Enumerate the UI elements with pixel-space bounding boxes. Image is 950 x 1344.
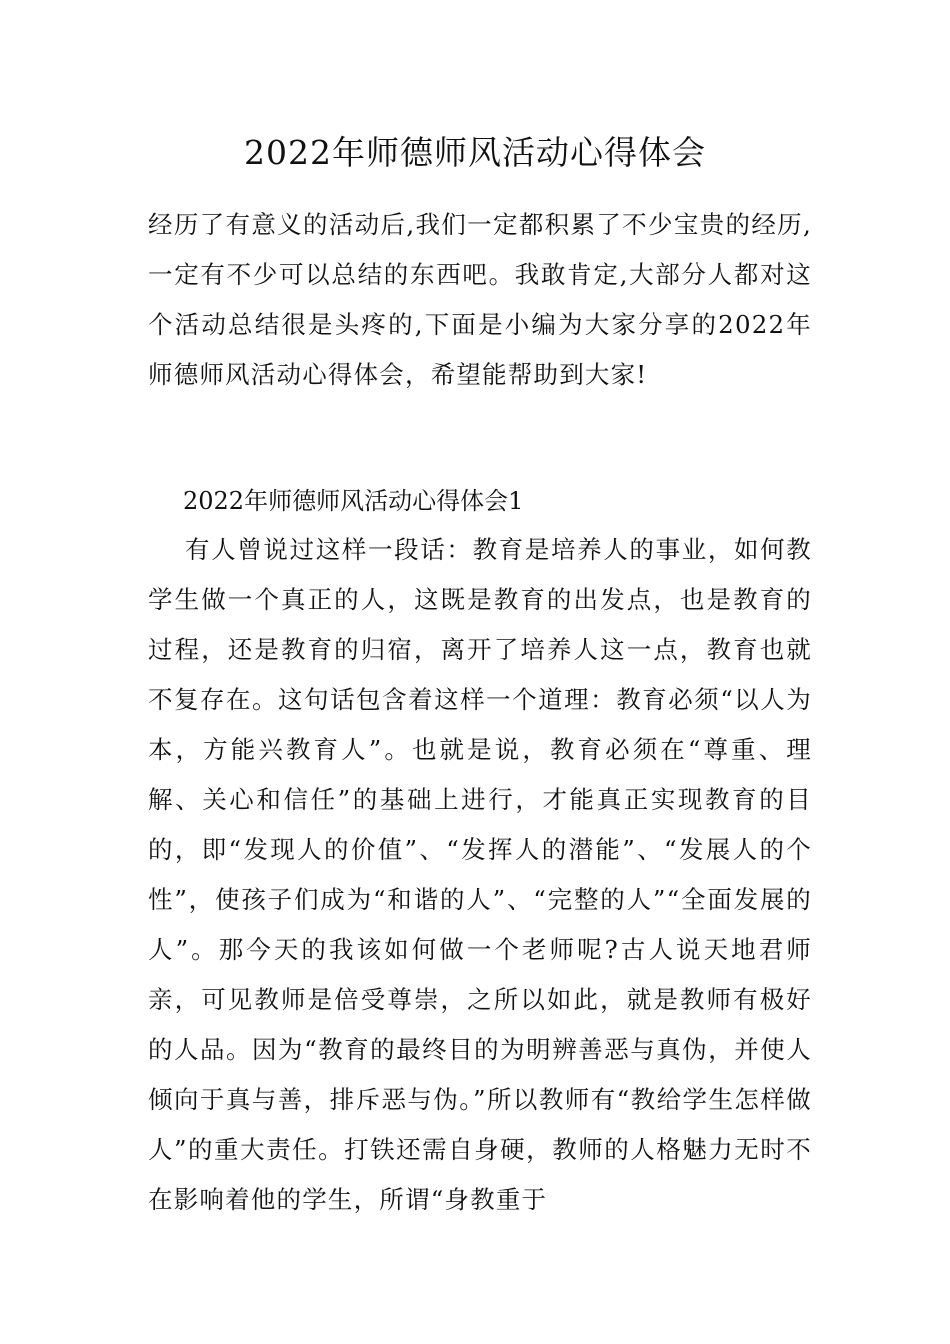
document-title: 2022年师德师风活动心得体会	[244, 133, 706, 172]
section-heading: 2022年师德师风活动心得体会1	[183, 487, 524, 515]
intro-paragraph: 经历了有意义的活动后,我们一定都积累了不少宝贵的经历,一定有不少可以总结的东西吧。我敢肯定,大部分人都对这个活动总结很是头疼的,下面是小编为大家分享的2022年师德师风活动心得体会，希望能帮助到大家!	[148, 210, 812, 389]
body-paragraph: 有人曾说过这样一段话：教育是培养人的事业，如何教学生做一个真正的人，这既是教育的出发点，也是教育的过程，还是教育的归宿，离开了培养人这一点，教育也就不复存在。这句话包含着这样一个道理：教育必须“以人为本，方能兴教育人”。也就是说，教育必须在“尊重、理解、关心和信任”的基础上进行，才能真正实现教育的目的，即“发现人的价值”、“发挥人的潜能”、“发展人的个性”，使孩子们成为“和谐的人”、“完整的人”“全面发展的人”。那今天的我该如何做一个老师呢?古人说天地君师亲，可见教师是倍受尊崇，之所以如此，就是教师有极好的人品。因为“教育的最终目的为明辨善恶与真伪，并使人倾向于真与善，排斥恶与伪。”所以教师有“教给学生怎样做人”的重大责任。打铁还需自身硬，教师的人格魅力无时不在影响着他的学生，所谓“身教重于	[148, 535, 812, 1214]
